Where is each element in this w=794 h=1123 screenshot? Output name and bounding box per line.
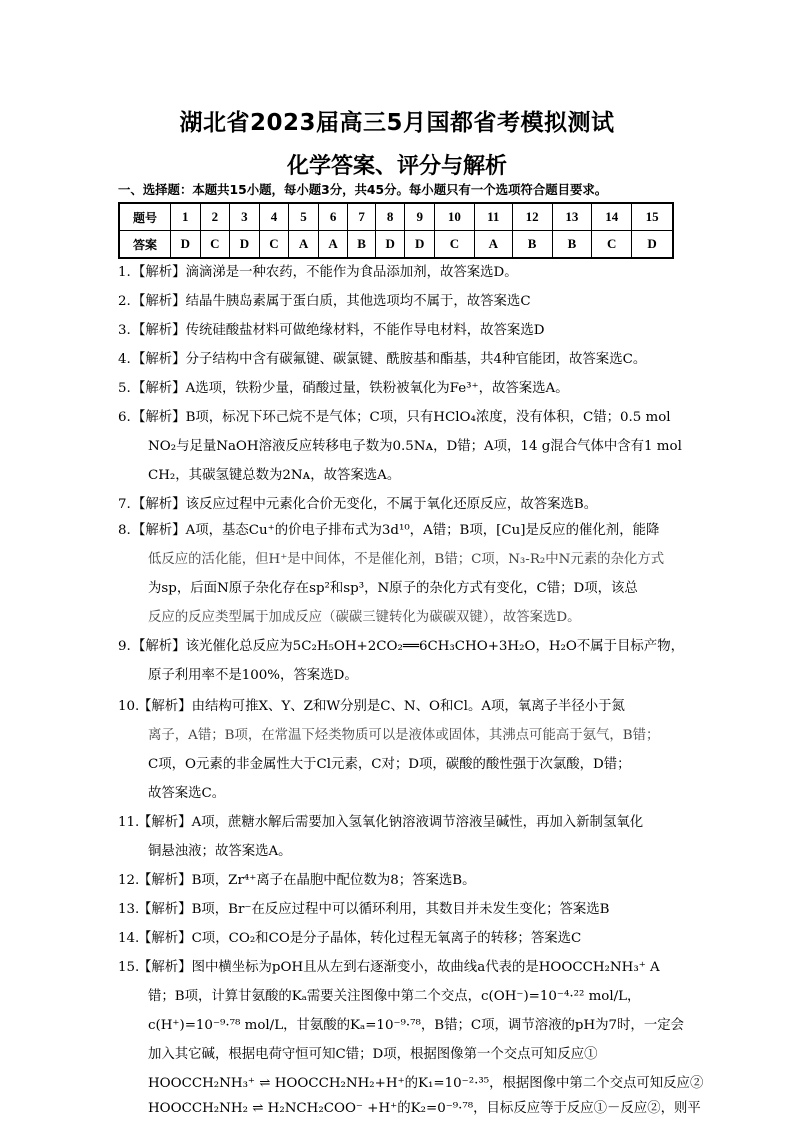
explanation-text: 结晶牛胰岛素属于蛋白质，其他选项均不属于，故答案选C [185, 294, 531, 309]
answer-cell: C [592, 231, 632, 259]
explanation-15: 15.【解析】图中横坐标为pOH且从左到右逐渐变小，故曲线a代表的是HOOCCH₂NH₃⁺ A [118, 960, 660, 975]
question-number: 10 [435, 203, 475, 231]
answer-cell: D [405, 231, 435, 259]
answer-cell: C [200, 231, 230, 259]
analysis-tag: 【解析】 [132, 410, 186, 425]
page-title: 湖北省2023届高三5月国都省考模拟测试 [179, 110, 615, 136]
explanation-text: NO₂与足量NaOH溶液反应转移电子数为0.5Nᴀ，D错；A项，14 g混合气体中含有1 mol [148, 439, 682, 454]
analysis-tag: 【解析】 [138, 815, 192, 830]
answer-cell: D [230, 231, 260, 259]
answer-cell: D [632, 231, 673, 259]
explanation-text: 图中横坐标为pOH且从左到右逐渐变小，故曲线a代表的是HOOCCH₂NH₃⁺ A [191, 960, 660, 975]
answer-cell: A [289, 231, 319, 259]
question-number: 14 [592, 203, 632, 231]
explanation-1: 1.【解析】滴滴涕是一种农药，不能作为食品添加剂，故答案选D。 [118, 265, 518, 280]
answer-cell: C [259, 231, 289, 259]
explanation-9: 9.【解析】该光催化总反应为5C₂H₅OH+2CO₂══6CH₃CHO+3H₂O，H₂O不属于目标产物， [118, 639, 684, 654]
explanation-text: 原子利用率不是100%，答案选D。 [148, 668, 358, 683]
explanation-text: B项，标况下环己烷不是气体；C项，只有HClO₄浓度，没有体积，C错；0.5 mol [185, 410, 671, 425]
explanation-text: HOOCCH₂NH₃⁺ ⇌ HOOCCH₂NH₂+H⁺的K₁=10⁻²·³⁵，根据图像中第二个交点可知反应② [148, 1076, 704, 1091]
explanation-14: 14.【解析】C项，CO₂和CO是分子晶体，转化过程无氧离子的转移；答案选C [118, 931, 582, 946]
explanation-8: 8.【解析】A项，基态Cu⁺的价电子排布式为3d¹⁰，A错；B项，[Cu]是反应的催化剂，能降 [118, 523, 660, 538]
analysis-tag: 【解析】 [132, 294, 186, 309]
analysis-tag: 【解析】 [132, 497, 186, 512]
page-subtitle: 化学答案、评分与解析 [286, 154, 507, 179]
explanation-text: 该反应过程中元素化合价无变化，不属于氧化还原反应，故答案选B。 [185, 497, 598, 512]
analysis-tag: 【解析】 [132, 381, 186, 396]
explanation-text: 故答案选C。 [148, 786, 226, 801]
explanation-text: 滴滴涕是一种农药，不能作为食品添加剂，故答案选D。 [185, 265, 518, 280]
analysis-tag: 【解析】 [132, 352, 186, 367]
question-number: 9 [405, 203, 435, 231]
explanation-text: C项，O元素的非金属性大于Cl元素，C对；D项，碳酸的酸性强于次氯酸，D错； [148, 757, 631, 772]
question-number-row [119, 203, 673, 231]
question-number: 6 [318, 203, 348, 231]
explanation-text: CH₂，其碳氢键总数为2Nᴀ，故答案选A。 [148, 468, 401, 483]
explanation-text: 分子结构中含有碳氟键、碳氯键、酰胺基和酯基，共4种官能团，故答案选C。 [185, 352, 647, 367]
explanation-text: 离子，A错；B项，在常温下烃类物质可以是液体或固体，其沸点可能高于氨气，B错； [148, 728, 660, 743]
explanation-12: 12.【解析】B项，Zr⁴⁺离子在晶胞中配位数为8；答案选B。 [118, 873, 476, 888]
explanation-7: 7.【解析】该反应过程中元素化合价无变化，不属于氧化还原反应，故答案选B。 [118, 497, 598, 512]
analysis-tag: 【解析】 [132, 265, 186, 280]
explanation-text: HOOCCH₂NH₂ ⇌ H₂NCH₂COO⁻ +H⁺的K₂=0⁻⁹·⁷⁸，目标反应等于反应①－反应②，则平 [148, 1101, 701, 1116]
explanation-text: 为sp，后面N原子杂化存在sp²和sp³，N原子的杂化方式有变化，C错；D项，该总 [148, 581, 638, 596]
explanation-4: 4.【解析】分子结构中含有碳氟键、碳氯键、酰胺基和酯基，共4种官能团，故答案选C。 [118, 352, 647, 367]
answer-cell: C [435, 231, 475, 259]
explanation-3: 3.【解析】传统硅酸盐材料可做绝缘材料，不能作导电材料，故答案选D [118, 323, 545, 338]
explanation-text: 反应的反应类型属于加成反应（碳碳三键转化为碳碳双键），故答案选D。 [148, 610, 581, 625]
answer-table [118, 202, 674, 259]
analysis-tag: 【解析】 [132, 323, 186, 338]
question-number: 15 [632, 203, 673, 231]
question-number: 11 [474, 203, 512, 231]
explanation-text: A项，基态Cu⁺的价电子排布式为3d¹⁰，A错；B项，[Cu]是反应的催化剂，能降 [185, 523, 660, 538]
question-number: 1 [171, 203, 201, 231]
analysis-tag: 【解析】 [132, 523, 186, 538]
question-number: 3 [230, 203, 260, 231]
analysis-tag: 【解析】 [138, 699, 192, 714]
explanation-13: 13.【解析】B项，Br⁻在反应过程中可以循环利用，其数目并未发生变化；答案选B [118, 902, 610, 917]
explanation-6: 6.【解析】B项，标况下环己烷不是气体；C项，只有HClO₄浓度，没有体积，C错；0.5 mol [118, 410, 671, 425]
explanation-text: B项，Br⁻在反应过程中可以循环利用，其数目并未发生变化；答案选B [191, 902, 610, 917]
explanation-2: 2.【解析】结晶牛胰岛素属于蛋白质，其他选项均不属于，故答案选C [118, 294, 531, 309]
question-number: 8 [375, 203, 405, 231]
analysis-tag: 【解析】 [132, 639, 186, 654]
analysis-tag: 【解析】 [138, 902, 192, 917]
explanation-10: 10.【解析】由结构可推X、Y、Z和W分别是C、N、O和Cl。A项，氧离子半径小于氮 [118, 699, 625, 714]
explanation-text: B项，Zr⁴⁺离子在晶胞中配位数为8；答案选B。 [191, 873, 476, 888]
analysis-tag: 【解析】 [138, 960, 192, 975]
explanation-text: 错；B项，计算甘氨酸的Kₐ需要关注图像中第二个交点，c(OH⁻)=10⁻⁴·²² mol/L， [148, 989, 641, 1004]
explanation-text: A项，蔗糖水解后需要加入氢氧化钠溶液调节溶液呈碱性，再加入新制氢氧化 [191, 815, 644, 830]
question-number: 2 [200, 203, 230, 231]
question-number: 5 [289, 203, 319, 231]
analysis-tag: 【解析】 [138, 873, 192, 888]
explanation-text: 传统硅酸盐材料可做绝缘材料，不能作导电材料，故答案选D [185, 323, 545, 338]
table-row-label: 题号 [119, 203, 171, 231]
explanation-text: 低反应的活化能，但H⁺是中间体，不是催化剂，B错；C项，N₃-R₂中N元素的杂化方式 [148, 552, 665, 567]
answer-cell: D [171, 231, 201, 259]
answer-cell: B [512, 231, 552, 259]
explanation-text: C项，CO₂和CO是分子晶体，转化过程无氧离子的转移；答案选C [191, 931, 582, 946]
explanation-5: 5.【解析】A选项，铁粉少量，硝酸过量，铁粉被氧化为Fe³⁺，故答案选A。 [118, 381, 569, 396]
table-row-label: 答案 [119, 231, 171, 259]
section-heading: 一、选择题：本题共15小题，每小题3分，共45分。每小题只有一个选项符合题目要求。 [118, 182, 608, 197]
question-number: 12 [512, 203, 552, 231]
explanation-text: c(H⁺)=10⁻⁹·⁷⁸ mol/L，甘氨酸的Kₐ=10⁻⁹·⁷⁸，B错；C项，调节溶液的pH为7时，一定会 [148, 1018, 684, 1033]
question-number: 7 [348, 203, 376, 231]
explanation-text: 由结构可推X、Y、Z和W分别是C、N、O和Cl。A项，氧离子半径小于氮 [191, 699, 625, 714]
answer-cell: B [348, 231, 376, 259]
explanation-11: 11.【解析】A项，蔗糖水解后需要加入氢氧化钠溶液调节溶液呈碱性，再加入新制氢氧化 [118, 815, 644, 830]
question-number: 4 [259, 203, 289, 231]
answer-cell: A [474, 231, 512, 259]
question-number: 13 [552, 203, 592, 231]
answer-cell: B [552, 231, 592, 259]
explanation-text: 铜悬浊液；故答案选A。 [148, 844, 292, 859]
explanation-text: A选项，铁粉少量，硝酸过量，铁粉被氧化为Fe³⁺，故答案选A。 [185, 381, 569, 396]
answer-row [119, 231, 673, 259]
answer-cell: A [318, 231, 348, 259]
explanation-text: 该光催化总反应为5C₂H₅OH+2CO₂══6CH₃CHO+3H₂O，H₂O不属于目标产物， [185, 639, 684, 654]
analysis-tag: 【解析】 [138, 931, 192, 946]
explanation-text: 加入其它碱，根据电荷守恒可知C错；D项，根据图像第一个交点可知反应① [148, 1047, 598, 1062]
answer-cell: D [375, 231, 405, 259]
